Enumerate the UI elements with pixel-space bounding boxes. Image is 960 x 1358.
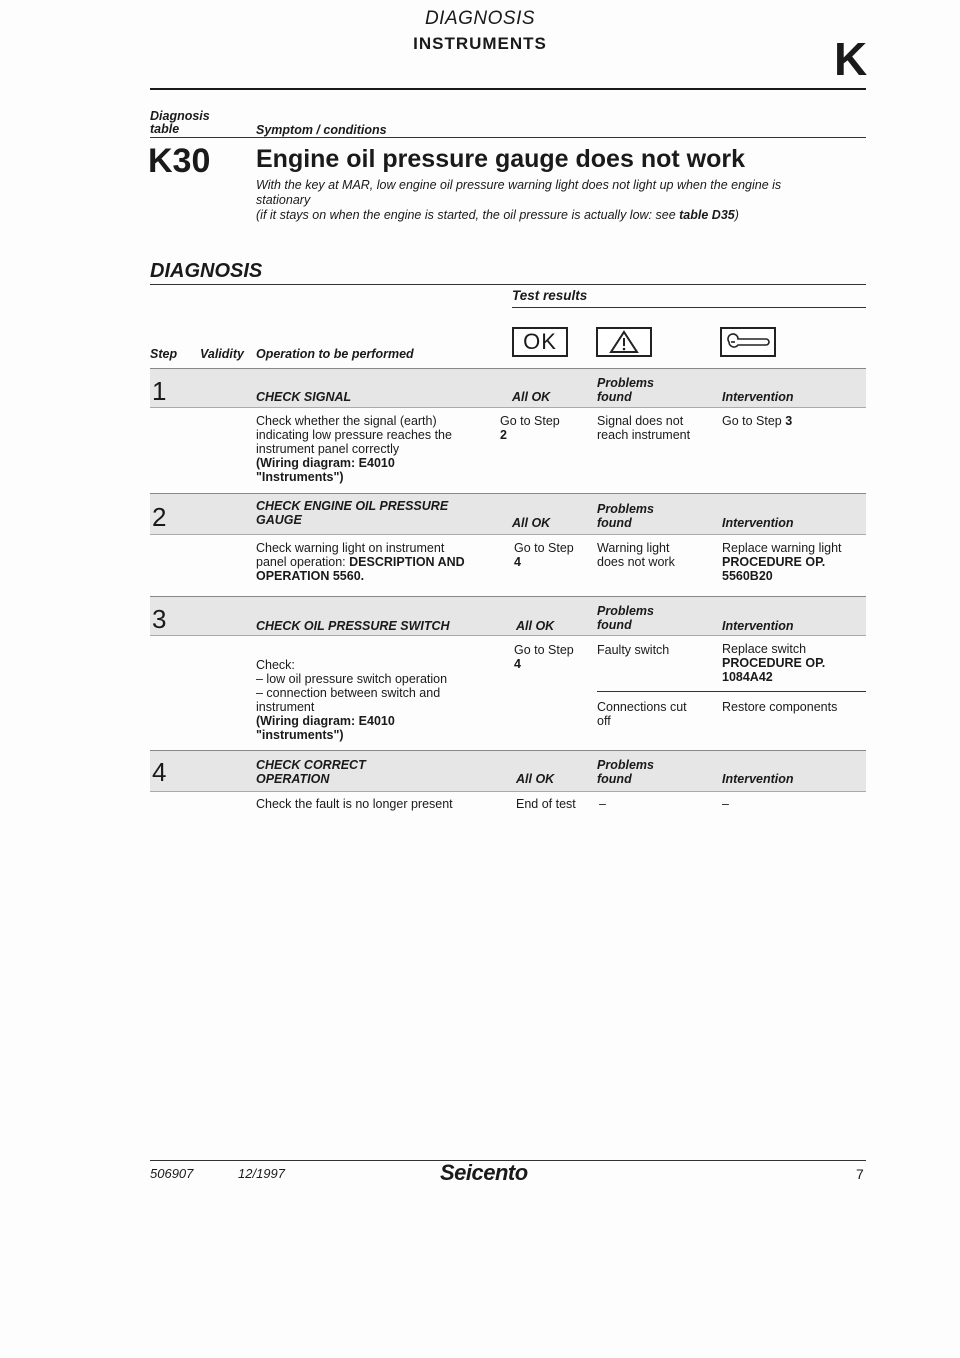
operation-ref: DESCRIPTION AND (349, 555, 465, 569)
symptom-rule (150, 137, 866, 138)
operation-text: Check the fault is no longer present (256, 797, 453, 811)
column-step: Step (150, 347, 178, 361)
intervention-result: Restore components (722, 700, 838, 714)
warning-triangle-icon (596, 327, 652, 357)
ok-icon (512, 327, 568, 357)
desc-line: stationary (256, 193, 311, 207)
diagnosis-heading: DIAGNOSIS (150, 260, 263, 282)
result-line: does not work (597, 555, 675, 569)
problems-found-header (597, 502, 654, 530)
step-title (256, 499, 448, 527)
result-line: Replace switch (722, 642, 807, 656)
result-step: 3 (785, 414, 793, 428)
page-title: Engine oil pressure gauge does not work (256, 145, 745, 173)
result-line: 5560B20 (722, 569, 773, 583)
all-ok-result (514, 643, 574, 671)
all-ok-header: All OK (512, 390, 551, 404)
step-title: CHECK OIL PRESSURE SWITCH (256, 619, 450, 633)
operation-text (256, 658, 501, 742)
subsection-title: INSTRUMENTS (413, 34, 547, 53)
operation-line: indicating low pressure reaches the (256, 428, 452, 442)
problems-found-header (597, 758, 654, 786)
result-line: 1084A42 (722, 670, 773, 684)
operation-text-part: panel operation: (256, 555, 350, 569)
intervention-result (722, 541, 842, 583)
desc-ref: table D35 (679, 208, 735, 222)
section-title: DIAGNOSIS (424, 8, 536, 29)
problems-found-line: found (597, 772, 632, 786)
result-separator (597, 691, 866, 692)
operation-line: Check: (256, 658, 295, 672)
step-title-line: CHECK CORRECT (256, 758, 366, 772)
all-ok-result: End of test (516, 797, 576, 811)
result-line: Replace warning light (722, 541, 842, 555)
operation-line: – low oil pressure switch operation (256, 672, 448, 686)
problems-found-header (597, 604, 654, 632)
result-line: 4 (514, 657, 521, 671)
problem-result: Faulty switch (597, 643, 670, 657)
desc-line: With the key at MAR, low engine oil pressure warning light does not light up when the engine is (256, 178, 782, 192)
table-code: K30 (148, 142, 211, 180)
operation-line: Check warning light on instrument (256, 541, 445, 555)
intervention-result (722, 414, 792, 428)
problems-found-header (597, 376, 654, 404)
step-number: 2 (152, 502, 167, 532)
wrench-icon (720, 327, 776, 357)
all-ok-header: All OK (516, 772, 555, 786)
operation-line: instrument panel correctly (256, 442, 400, 456)
operation-line: (Wiring diagram: E4010 (256, 456, 395, 470)
step-title-line: GAUGE (256, 513, 302, 527)
result-line: Signal does not (597, 414, 684, 428)
symptom-label: Symptom / conditions (256, 123, 387, 137)
intervention-result (722, 642, 825, 684)
column-operation: Operation to be performed (256, 347, 414, 361)
test-results-rule (512, 307, 866, 308)
problems-found-line: Problems (597, 502, 654, 516)
problems-found-line: found (597, 390, 632, 404)
header-rule (150, 88, 866, 90)
all-ok-header: All OK (512, 516, 551, 530)
footer-brand: Seicento (440, 1160, 528, 1185)
result-line: off (597, 714, 611, 728)
result-line: PROCEDURE OP. (722, 555, 826, 569)
problem-result: – (599, 797, 606, 811)
footer-code: 506907 (150, 1166, 194, 1181)
operation-text (256, 414, 501, 484)
intervention-header: Intervention (722, 772, 794, 786)
intervention-header: Intervention (722, 619, 794, 633)
result-line: Go to Step (722, 414, 786, 428)
desc-text: (if it stays on when the engine is started, the oil pressure is actually low: see (256, 208, 680, 222)
page-number: 7 (856, 1166, 864, 1182)
result-line: reach instrument (597, 428, 691, 442)
result-line: Warning light (597, 541, 670, 555)
operation-line: (Wiring diagram: E4010 (256, 714, 395, 728)
all-ok-result (514, 541, 574, 569)
footer-date: 12/1997 (238, 1166, 285, 1181)
problems-found-line: found (597, 618, 632, 632)
operation-line: "Instruments") (256, 470, 344, 484)
result-line: 2 (500, 428, 507, 442)
intervention-header: Intervention (722, 516, 794, 530)
problems-found-line: Problems (597, 376, 654, 390)
intervention-header: Intervention (722, 390, 794, 404)
diagnosis-rule (150, 284, 866, 285)
warning-triangle-svg (609, 330, 639, 354)
symptom-description (256, 178, 876, 223)
operation-line: Check whether the signal (earth) (256, 414, 437, 428)
result-line: PROCEDURE OP. (722, 656, 826, 670)
operation-line: OPERATION 5560. (256, 569, 365, 583)
step-number: 3 (152, 604, 167, 634)
diagnosis-table-label (150, 110, 210, 136)
diagnosis-table-label-text: Diagnosis table (150, 109, 210, 136)
step-number: 1 (152, 376, 167, 406)
step-title (256, 758, 366, 786)
all-ok-result (500, 414, 560, 442)
desc-text: ) (734, 208, 739, 222)
operation-line: – connection between switch and (256, 686, 441, 700)
result-line: Go to Step (500, 414, 560, 428)
problem-result (597, 414, 690, 442)
test-results-label: Test results (512, 288, 588, 303)
problems-found-line: found (597, 516, 632, 530)
column-validity: Validity (200, 347, 244, 361)
desc-line (256, 208, 876, 223)
operation-line: "instruments") (256, 728, 344, 742)
result-line: Go to Step (514, 643, 574, 657)
step-title-line: OPERATION (256, 772, 330, 786)
problem-result (597, 541, 675, 569)
result-line: 4 (514, 555, 521, 569)
intervention-result: – (722, 797, 729, 811)
operation-line (256, 555, 501, 569)
step-number: 4 (152, 757, 167, 787)
wrench-svg (726, 333, 770, 351)
problem-result (597, 700, 687, 728)
step-title-line: CHECK ENGINE OIL PRESSURE (256, 499, 449, 513)
all-ok-header: All OK (516, 619, 555, 633)
result-line: Connections cut (597, 700, 687, 714)
operation-line: instrument (256, 700, 315, 714)
chapter-letter: K (834, 33, 868, 85)
ok-icon-label: OK (523, 329, 557, 354)
problems-found-line: Problems (597, 604, 654, 618)
problems-found-line: Problems (597, 758, 654, 772)
step-title: CHECK SIGNAL (256, 390, 352, 404)
operation-text (256, 541, 501, 583)
result-line: Go to Step (514, 541, 574, 555)
